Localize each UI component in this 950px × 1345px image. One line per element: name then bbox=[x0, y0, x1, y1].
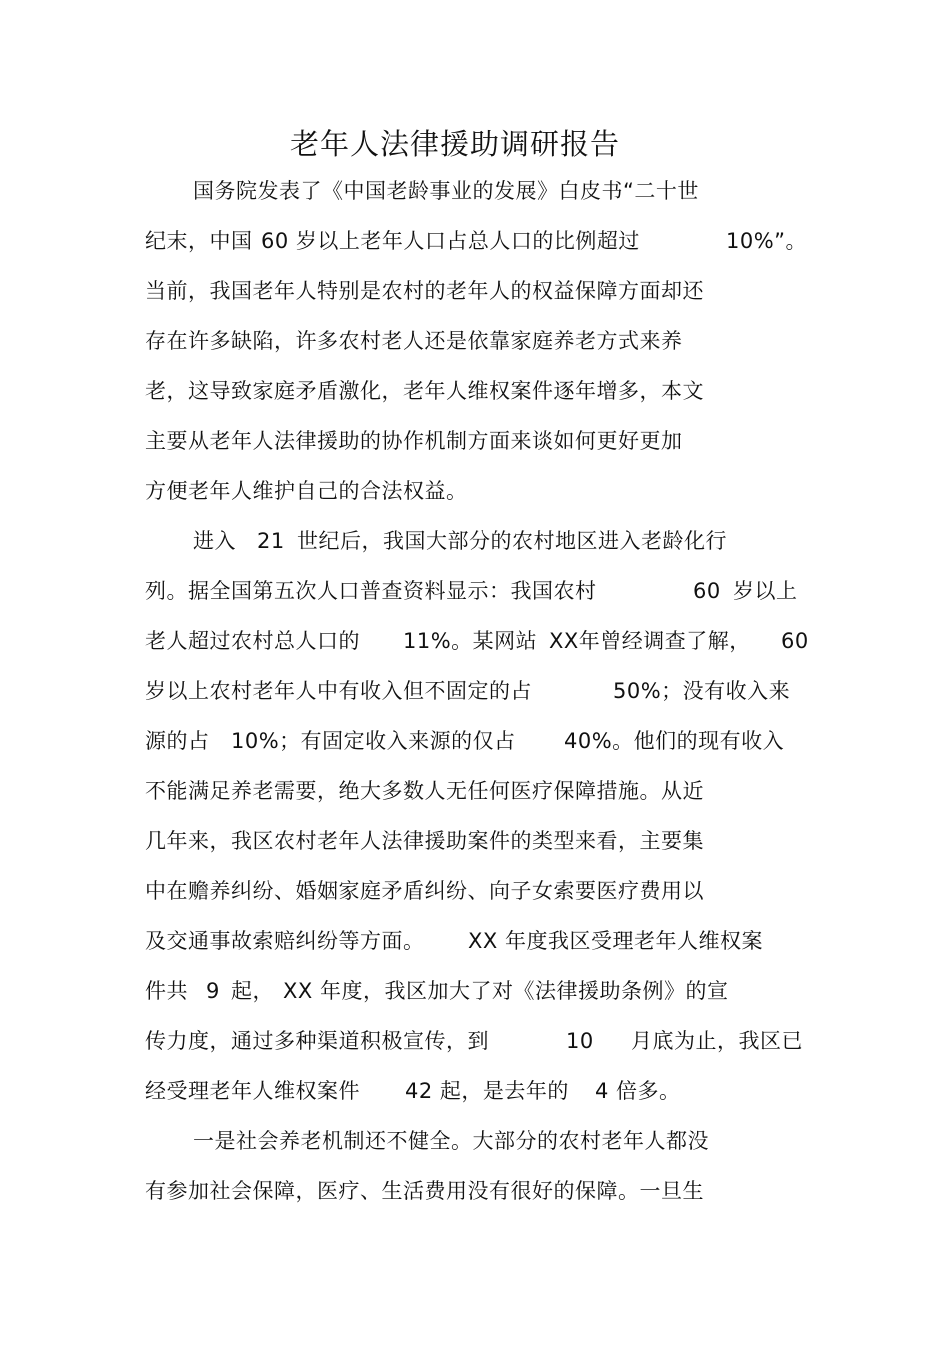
text-segment: 月底为止，我区已 bbox=[631, 1029, 803, 1053]
text-segment: 世纪后，我国大部分的农村地区进入老龄化行 bbox=[297, 529, 727, 553]
text-segment: 中在赡养纠纷、婚姻家庭矛盾纠纷、向子女索要医疗费用以 bbox=[145, 879, 704, 903]
text-segment: 60 bbox=[781, 629, 809, 653]
text-segment: XX年曾经调查了解， bbox=[549, 629, 751, 653]
text-segment: 国务院发表了《中国老龄事业的发展》白皮书“二十世 bbox=[193, 179, 699, 203]
text-segment: 老人超过农村总人口的 bbox=[145, 629, 360, 653]
text-segment: 方便老年人维护自己的合法权益。 bbox=[145, 479, 468, 503]
text-segment: 列。据全国第五次人口普查资料显示：我国农村 bbox=[145, 579, 597, 603]
text-segment: 源的占 bbox=[145, 729, 210, 753]
text-segment: 岁以上农村老年人中有收入但不固定的占 bbox=[145, 679, 532, 703]
text-segment: 10 bbox=[566, 1029, 594, 1053]
text-segment: 及交通事故索赔纠纷等方面。 bbox=[145, 929, 425, 953]
text-segment: 当前，我国老年人特别是农村的老年人的权益保障方面却还 bbox=[145, 279, 704, 303]
text-segment: 11%。某网站 bbox=[403, 629, 538, 653]
text-segment: 42 起，是去年的 bbox=[405, 1079, 569, 1103]
document-title: 老年人法律援助调研报告 bbox=[289, 127, 620, 161]
text-segment: 不能满足养老需要，绝大多数人无任何医疗保障措施。从近 bbox=[145, 779, 704, 803]
text-segment: 有参加社会保障，医疗、生活费用没有很好的保障。一旦生 bbox=[145, 1179, 704, 1203]
text-segment: 岁以上 bbox=[733, 579, 798, 603]
text-segment: 60 岁以上老年人口占总人口的比例超过 bbox=[261, 229, 640, 253]
text-segment: 主要从老年人法律援助的协作机制方面来谈如何更好更加 bbox=[145, 429, 683, 453]
text-segment: 起， bbox=[231, 979, 274, 1003]
text-segment: 21 bbox=[257, 529, 285, 553]
text-segment: 传力度，通过多种渠道积极宣传，到 bbox=[145, 1029, 489, 1053]
text-segment: 9 bbox=[206, 979, 220, 1003]
text-segment: 50%；没有收入来 bbox=[613, 679, 791, 703]
text-segment: 经受理老年人维权案件 bbox=[145, 1079, 360, 1103]
text-segment: 4 倍多。 bbox=[595, 1079, 681, 1103]
text-segment: XX 年度我区受理老年人维权案 bbox=[468, 929, 763, 953]
text-segment: 10%；有固定收入来源的仅占 bbox=[231, 729, 516, 753]
text-segment: 存在许多缺陷，许多农村老人还是依靠家庭养老方式来养 bbox=[145, 329, 683, 353]
text-segment: 件共 bbox=[145, 979, 188, 1003]
text-segment: 60 bbox=[693, 579, 721, 603]
text-segment: 进入 bbox=[193, 529, 236, 553]
text-segment: 10%”。 bbox=[726, 229, 808, 253]
text-segment: XX 年度，我区加大了对《法律援助条例》的宣 bbox=[283, 979, 729, 1003]
text-segment: 老，这导致家庭矛盾激化，老年人维权案件逐年增多，本文 bbox=[145, 379, 704, 403]
text-segment: 一是社会养老机制还不健全。大部分的农村老年人都没 bbox=[193, 1129, 709, 1153]
text-segment: 纪末，中国 bbox=[145, 229, 253, 253]
text-segment: 40%。他们的现有收入 bbox=[564, 729, 785, 753]
text-segment: 几年来，我区农村老年人法律援助案件的类型来看，主要集 bbox=[145, 829, 704, 853]
